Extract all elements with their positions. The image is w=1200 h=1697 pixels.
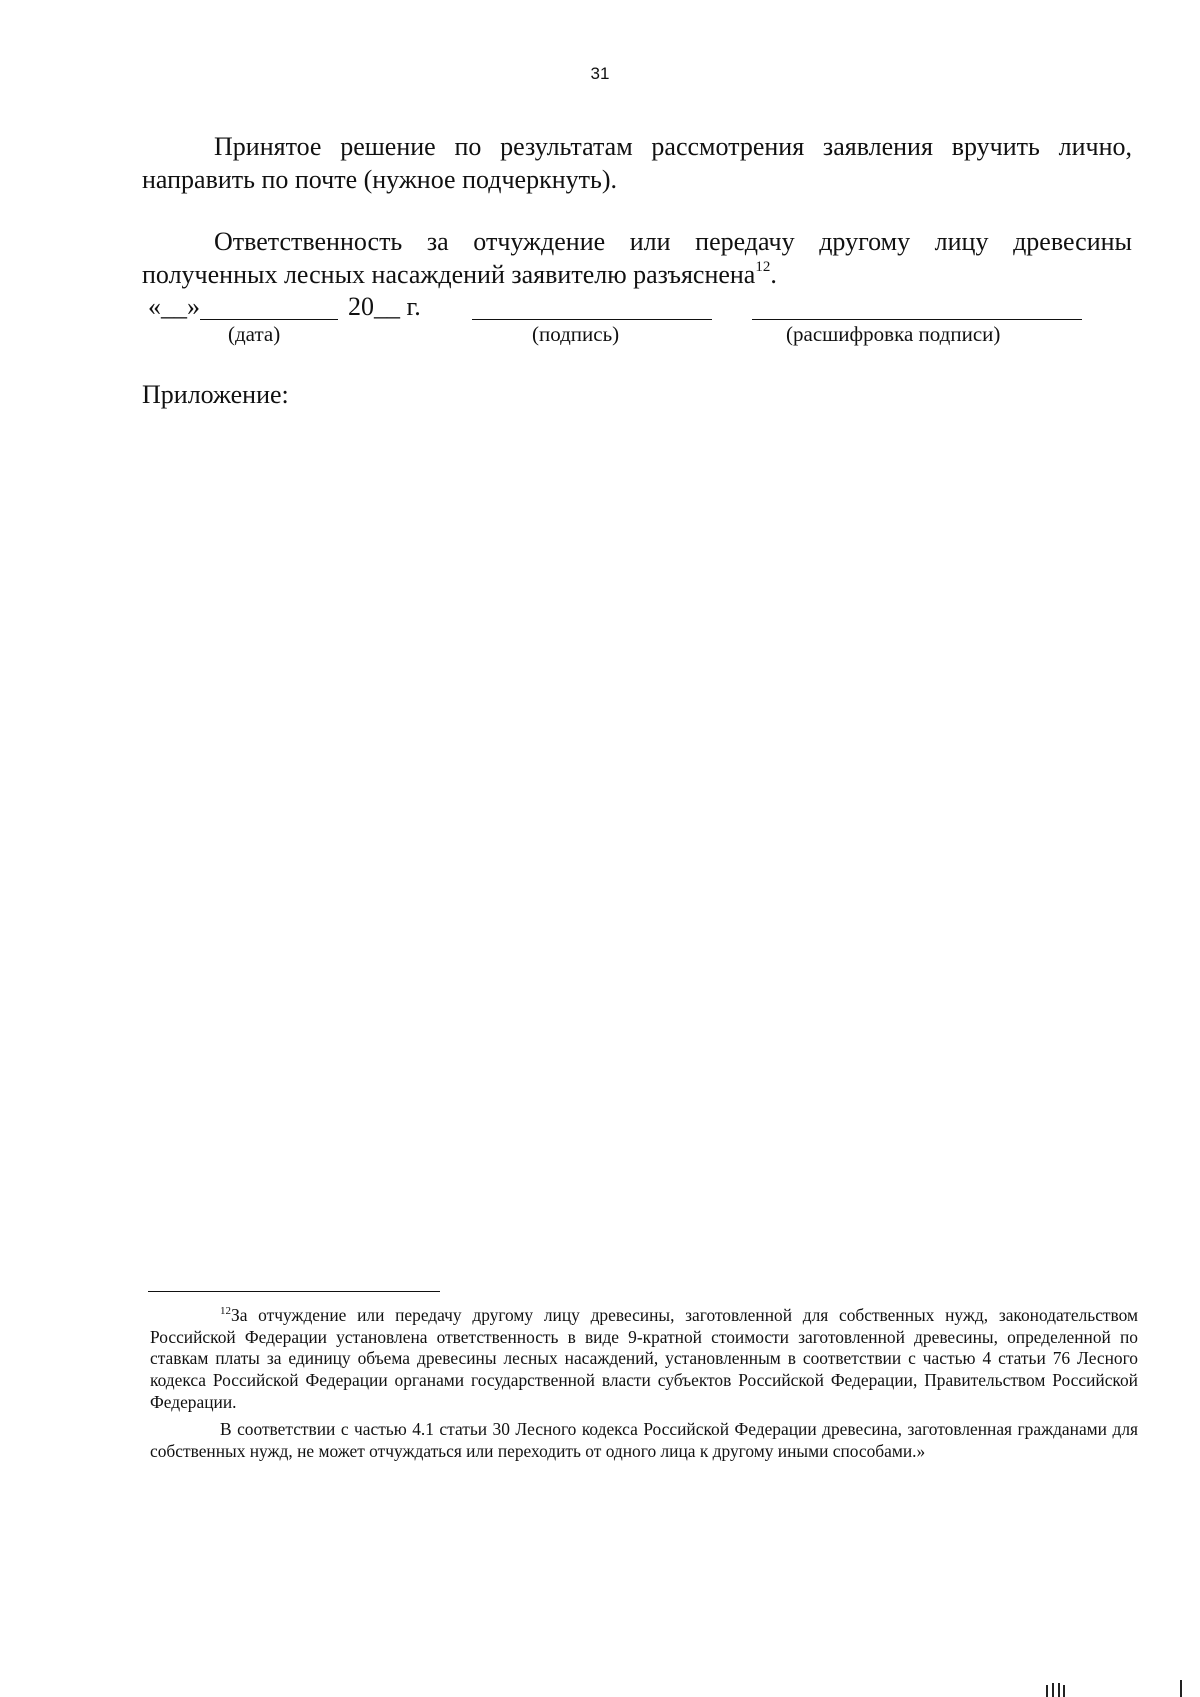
footnote-paragraph-2: В соответствии с частью 4.1 статьи 30 Лесного кодекса Российской Федерации древесина, заготовленная гражданами для собственных нужд, не может отчуждаться или переходить от одного лица к другому иными способами.» <box>150 1419 1138 1461</box>
date-year-field: 20__ г. <box>348 292 421 321</box>
date-day-field: «__» <box>148 292 200 321</box>
signature-block <box>142 292 1132 352</box>
date-caption: (дата) <box>228 322 281 346</box>
footnote-separator <box>148 1291 440 1292</box>
signature-blank <box>472 297 712 320</box>
signature-caption: (подпись) <box>532 322 620 346</box>
responsibility-end: . <box>770 260 777 289</box>
decision-paragraph: Принятое решение по результатам рассмотрения заявления вручить лично, направить по почте (нужное подчеркнуть). <box>142 132 1132 194</box>
date-month-blank <box>200 297 338 320</box>
responsibility-text: Ответственность за отчуждение или передачу другому лицу древесины полученных лесных насаждений заявителю разъяснена <box>142 227 1132 289</box>
signature-decoding-caption: (расшифровка подписи) <box>786 322 1001 346</box>
responsibility-paragraph <box>142 225 1132 291</box>
footnote-reference: 12 <box>755 259 771 275</box>
footnote-number: 12 <box>220 1305 231 1317</box>
footnote-text-1: За отчуждение или передачу другому лицу древесины, заготовленной для собственных нужд, законодательством Российской Федерации установлена ответственность в виде 9-кратной стоимости заготовленной древесины, определенной по ставкам платы за единицу объема древесины лесных насаждений, установленным в соответствии с частью 4 статьи 76 Лесного кодекса Российской Федерации органами государственной власти субъектов Российской Федерации, Правительством Российской Федерации. <box>150 1305 1138 1412</box>
signature-decoding-blank <box>752 297 1082 320</box>
appendix-label: Приложение: <box>142 380 289 409</box>
page-number: 31 <box>590 64 610 83</box>
footnote-paragraph-1 <box>150 1305 1138 1414</box>
